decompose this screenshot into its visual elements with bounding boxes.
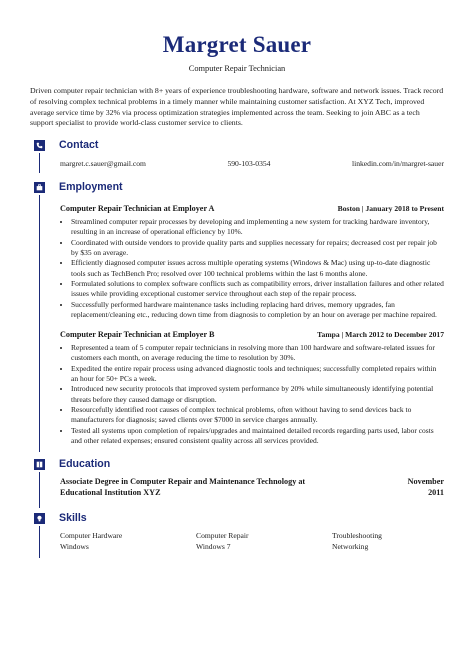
degree-line-1: Associate Degree in Computer Repair and Maintenance Technology at bbox=[60, 477, 306, 487]
list-item: • Introduced new security protocols that improved system performance by 20% while simultaneously identifying potential threats before they caused damage or disruption. bbox=[71, 384, 444, 405]
list-item: • Efficiently diagnosed computer issues across multiple operating systems (Windows & Mac) using up-to-date diagnostic tools such as TechBench Pro; resolved over 100 technical problems within the last 6 months alone. bbox=[71, 258, 444, 279]
education-month: November bbox=[407, 477, 444, 487]
employment-section bbox=[39, 195, 444, 452]
job-bullets bbox=[60, 217, 444, 320]
book-icon bbox=[34, 459, 45, 470]
list-item: • Formulated solutions to complex software conflicts such as compatibility errors, driver installation failures and other related issues while providing exceptional customer service throughout each step of the repair process. bbox=[71, 279, 444, 300]
education-heading: Education bbox=[59, 458, 111, 471]
skill-item: Networking bbox=[332, 542, 369, 552]
candidate-name: Margret Sauer bbox=[162, 32, 312, 57]
skill-item: Windows 7 bbox=[196, 542, 231, 552]
job-meta: Tampa | March 2012 to December 2017 bbox=[317, 330, 444, 340]
summary-paragraph: Driven computer repair technician with 8+ years of experience troubleshooting hardware, software and network issues. Track record of resolving complex technical problems in a timely manner while maintaining customer satisfaction. At XYZ Tech, improved average service time by 32% via process optimization strategies implemented across the team. Seeking to join ABC as a tech support specialist to provide world-class customer service to clients. bbox=[30, 86, 444, 128]
phone-icon bbox=[34, 140, 45, 151]
job-entry bbox=[60, 203, 444, 320]
contact-heading: Contact bbox=[59, 139, 99, 152]
contact-section-header bbox=[30, 137, 444, 153]
list-item: • Tested all systems upon completion of repairs/upgrades and maintained detailed records regarding parts used, labor costs and other related expenses; ensured consistent quality across all services provided. bbox=[71, 426, 444, 447]
contact-linkedin[interactable]: linkedin.com/in/margret-sauer bbox=[351, 159, 444, 169]
education-year: 2011 bbox=[428, 488, 444, 498]
job-title: Computer Repair Technician at Employer A bbox=[60, 204, 215, 214]
lightbulb-icon bbox=[34, 513, 45, 524]
list-item: • Expedited the entire repair process using advanced diagnostic tools and techniques; successfully completed repairs within an hour for 50+ PCs a week. bbox=[71, 364, 444, 385]
education-section bbox=[39, 472, 444, 508]
skills-heading: Skills bbox=[59, 512, 87, 525]
list-item: • Represented a team of 5 computer repair technicians in resolving more than 100 hardware and software-related issues for customers each month, on average reducing the time to resolution by 30%. bbox=[71, 343, 444, 364]
skills-section-header bbox=[30, 510, 444, 526]
skill-item: Computer Repair bbox=[196, 531, 249, 541]
contact-phone[interactable]: 590-103-0354 bbox=[227, 159, 271, 169]
briefcase-icon bbox=[34, 182, 45, 193]
skill-item: Computer Hardware bbox=[60, 531, 123, 541]
skill-item: Windows bbox=[60, 542, 89, 552]
employment-section-header bbox=[30, 179, 444, 195]
degree-line-2: Educational Institution XYZ bbox=[60, 488, 161, 498]
skill-item: Troubleshooting bbox=[332, 531, 382, 541]
job-meta: Boston | January 2018 to Present bbox=[337, 204, 444, 214]
job-bullets bbox=[60, 343, 444, 446]
job-title: Computer Repair Technician at Employer B bbox=[60, 330, 215, 340]
skills-section bbox=[39, 526, 444, 558]
job-entry bbox=[60, 329, 444, 446]
candidate-title: Computer Repair Technician bbox=[188, 64, 286, 73]
contact-section bbox=[39, 153, 444, 173]
education-section-header bbox=[30, 456, 444, 472]
employment-heading: Employment bbox=[59, 181, 123, 194]
list-item: • Successfully performed hardware maintenance tasks including replacing hard drives, memory upgrades, fan replacement/cleaning etc., reducing down time from diagnosis to completion by an hour on average per machine repaired. bbox=[71, 300, 444, 321]
list-item: • Coordinated with outside vendors to provide quality parts and supplies necessary for repairs; decreased cost per repair job by $35 on average. bbox=[71, 238, 444, 259]
contact-email[interactable]: margret.c.sauer@gmail.com bbox=[60, 159, 146, 169]
list-item: • Streamlined computer repair processes by developing and implementing a new system for tracking hardware inventory, resulting in an increase of operational efficiency by 10%. bbox=[71, 217, 444, 238]
list-item: • Resourcefully identified root causes of complex technical problems, often without having to send devices back to manufacturers for diagnosis; saved clients over $7000 in service charges annually. bbox=[71, 405, 444, 426]
